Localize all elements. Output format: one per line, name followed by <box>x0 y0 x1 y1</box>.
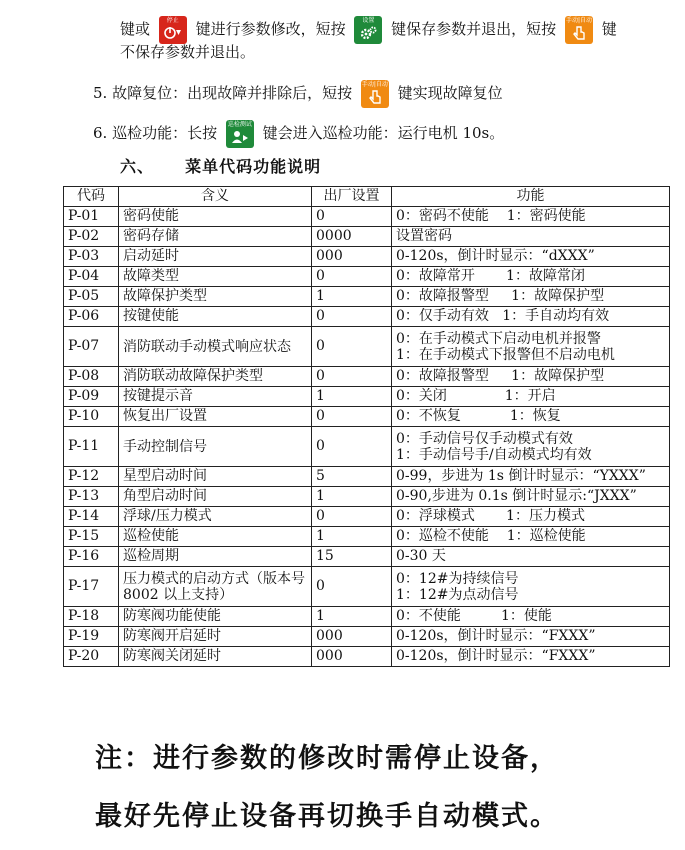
code-cell: P-04 <box>64 267 119 287</box>
function-line: 0：不使能 1：使能 <box>396 608 552 624</box>
meaning-cell: 密码存储 <box>119 227 312 247</box>
function-cell <box>392 367 670 387</box>
code-cell: P-10 <box>64 407 119 427</box>
meaning-cell: 防寒阀开启延时 <box>119 627 312 647</box>
function-cell <box>392 307 670 327</box>
default-cell: 0000 <box>312 227 392 247</box>
item-5 <box>93 80 503 108</box>
item-6-pre: 巡检功能：长按 <box>112 124 218 142</box>
default-cell: 0 <box>312 207 392 227</box>
function-line: 0：不恢复 1：恢复 <box>396 408 561 424</box>
code-cell: P-03 <box>64 247 119 267</box>
code-cell: P-20 <box>64 647 119 667</box>
table-row <box>64 467 670 487</box>
meaning-cell: 按键使能 <box>119 307 312 327</box>
item-6-number: 6. <box>93 124 108 142</box>
section-number: 六、 <box>120 157 155 176</box>
code-cell: P-05 <box>64 287 119 307</box>
code-cell: P-11 <box>64 427 119 467</box>
manual-auto-key-icon: 手动|自动 <box>565 16 593 44</box>
function-cell <box>392 547 670 567</box>
function-line: 0：在手动模式下启动电机并报警 <box>396 330 601 347</box>
function-line: 0：仅手动有效 1：手自动均有效 <box>396 308 610 324</box>
item-6 <box>93 120 504 148</box>
function-cell <box>392 287 670 307</box>
function-line: 0：关闭 1：开启 <box>396 388 556 404</box>
default-cell: 0 <box>312 427 392 467</box>
default-cell: 1 <box>312 527 392 547</box>
code-cell: P-15 <box>64 527 119 547</box>
code-cell: P-19 <box>64 627 119 647</box>
header-meaning: 含义 <box>119 187 312 207</box>
default-cell: 0 <box>312 567 392 607</box>
function-line: 0-30 天 <box>396 548 446 564</box>
table-row <box>64 567 670 607</box>
menu-code-table <box>63 186 670 667</box>
code-cell: P-08 <box>64 367 119 387</box>
function-cell <box>392 507 670 527</box>
function-line: 0-99，步进为 1s 倒计时显示：“YXXX” <box>396 468 646 484</box>
meaning-cell: 故障保护类型 <box>119 287 312 307</box>
section-heading <box>120 154 321 177</box>
table-row <box>64 487 670 507</box>
meaning-cell: 防寒阀关闭延时 <box>119 647 312 667</box>
table-body <box>64 207 670 667</box>
table-row <box>64 407 670 427</box>
table-row <box>64 547 670 567</box>
table-row <box>64 647 670 667</box>
table-row <box>64 507 670 527</box>
instruction-paragraph-line2: 不保存参数并退出。 <box>120 43 256 61</box>
function-line: 0-120s，倒计时显示：“dXXX” <box>396 248 595 264</box>
header-function: 功能 <box>392 187 670 207</box>
meaning-cell: 角型启动时间 <box>119 487 312 507</box>
header-default: 出厂设置 <box>312 187 392 207</box>
function-cell <box>392 647 670 667</box>
function-cell <box>392 487 670 507</box>
function-cell <box>392 467 670 487</box>
para1-pre: 键或 <box>120 20 151 38</box>
code-cell: P-13 <box>64 487 119 507</box>
function-line: 0：手动信号仅手动模式有效 <box>396 430 573 447</box>
para1-post: 键 <box>601 20 617 38</box>
patrol-test-key-icon: 巡检测试 <box>226 120 254 148</box>
function-cell <box>392 387 670 407</box>
function-line: 0：故障报警型 1：故障保护型 <box>396 288 605 304</box>
default-cell: 0 <box>312 267 392 287</box>
function-cell <box>392 427 670 467</box>
meaning-cell: 防寒阀功能使能 <box>119 607 312 627</box>
function-cell <box>392 527 670 547</box>
meaning-cell: 密码使能 <box>119 207 312 227</box>
manual-auto-key-icon: 手动|自动 <box>361 80 389 108</box>
function-line: 1：在手动模式下报警但不启动电机 <box>396 346 615 363</box>
default-cell: 1 <box>312 487 392 507</box>
function-line: 0-120s，倒计时显示：“FXXX” <box>396 648 596 664</box>
function-line: 0：密码不使能 1：密码使能 <box>396 208 586 224</box>
table-row <box>64 427 670 467</box>
meaning-cell: 压力模式的启动方式（版本号 8002 以上支持） <box>119 567 312 607</box>
code-cell: P-07 <box>64 327 119 367</box>
item-5-pre: 故障复位：出现故障并排除后，短按 <box>112 84 353 102</box>
default-cell: 15 <box>312 547 392 567</box>
default-cell: 0 <box>312 507 392 527</box>
function-line: 0：12#为持续信号 <box>396 570 519 587</box>
default-cell: 000 <box>312 247 392 267</box>
default-cell: 000 <box>312 647 392 667</box>
meaning-cell: 启动延时 <box>119 247 312 267</box>
function-line: 0-120s，倒计时显示：“FXXX” <box>396 628 596 644</box>
table-header-row <box>64 187 670 207</box>
default-cell: 5 <box>312 467 392 487</box>
table-row <box>64 247 670 267</box>
default-cell: 1 <box>312 287 392 307</box>
para1-mid1: 键进行参数修改，短按 <box>195 20 346 38</box>
default-cell: 1 <box>312 607 392 627</box>
function-line: 0：浮球模式 1：压力模式 <box>396 508 585 524</box>
code-cell: P-18 <box>64 607 119 627</box>
default-cell: 0 <box>312 367 392 387</box>
item-5-post: 键实现故障复位 <box>397 84 503 102</box>
meaning-cell: 故障类型 <box>119 267 312 287</box>
note-line-2: 最好先停止设备再切换手自动模式。 <box>95 801 559 832</box>
table-row <box>64 287 670 307</box>
function-cell <box>392 227 670 247</box>
function-cell <box>392 567 670 607</box>
settings-key-icon: 设置 <box>354 16 382 44</box>
table-row <box>64 207 670 227</box>
meaning-cell: 按键提示音 <box>119 387 312 407</box>
table-row <box>64 527 670 547</box>
code-cell: P-09 <box>64 387 119 407</box>
table-row <box>64 227 670 247</box>
function-cell <box>392 627 670 647</box>
code-cell: P-01 <box>64 207 119 227</box>
code-cell: P-16 <box>64 547 119 567</box>
function-line: 0-90,步进为 0.1s 倒计时显示:“JXXX” <box>396 488 637 504</box>
table-row <box>64 307 670 327</box>
function-line: 1：12#为点动信号 <box>396 586 519 603</box>
para1-mid2: 键保存参数并退出，短按 <box>391 20 557 38</box>
meaning-cell: 恢复出厂设置 <box>119 407 312 427</box>
meaning-cell: 浮球/压力模式 <box>119 507 312 527</box>
code-cell: P-14 <box>64 507 119 527</box>
meaning-cell: 消防联动故障保护类型 <box>119 367 312 387</box>
code-cell: P-17 <box>64 567 119 607</box>
code-cell: P-12 <box>64 467 119 487</box>
meaning-cell: 手动控制信号 <box>119 427 312 467</box>
code-cell: P-02 <box>64 227 119 247</box>
meaning-cell: 星型启动时间 <box>119 467 312 487</box>
default-cell: 1 <box>312 387 392 407</box>
function-line: 1：手动信号手/自动模式均有效 <box>396 446 592 463</box>
function-line: 0：巡检不使能 1：巡检使能 <box>396 528 586 544</box>
meaning-cell: 消防联动手动模式响应状态 <box>119 327 312 367</box>
stop-key-icon: 停止 <box>159 16 187 44</box>
item-5-number: 5. <box>93 84 108 102</box>
table-row <box>64 367 670 387</box>
table-row <box>64 627 670 647</box>
table-row <box>64 327 670 367</box>
function-line: 设置密码 <box>396 228 452 244</box>
default-cell: 000 <box>312 627 392 647</box>
function-cell <box>392 407 670 427</box>
item-6-post: 键会进入巡检功能：运行电机 10s。 <box>262 124 505 142</box>
table-row <box>64 387 670 407</box>
function-line: 0：故障常开 1：故障常闭 <box>396 268 585 284</box>
default-cell: 0 <box>312 307 392 327</box>
instruction-paragraph <box>120 16 617 44</box>
section-title: 菜单代码功能说明 <box>185 157 322 176</box>
function-cell <box>392 267 670 287</box>
function-cell <box>392 327 670 367</box>
meaning-cell: 巡检使能 <box>119 527 312 547</box>
function-cell <box>392 207 670 227</box>
table-row <box>64 267 670 287</box>
function-line: 0：故障报警型 1：故障保护型 <box>396 368 605 384</box>
note-line-1: 注：进行参数的修改时需停止设备， <box>95 743 559 774</box>
meaning-cell: 巡检周期 <box>119 547 312 567</box>
function-cell <box>392 607 670 627</box>
header-code: 代码 <box>64 187 119 207</box>
code-cell: P-06 <box>64 307 119 327</box>
default-cell: 0 <box>312 407 392 427</box>
default-cell: 0 <box>312 327 392 367</box>
table-row <box>64 607 670 627</box>
function-cell <box>392 247 670 267</box>
